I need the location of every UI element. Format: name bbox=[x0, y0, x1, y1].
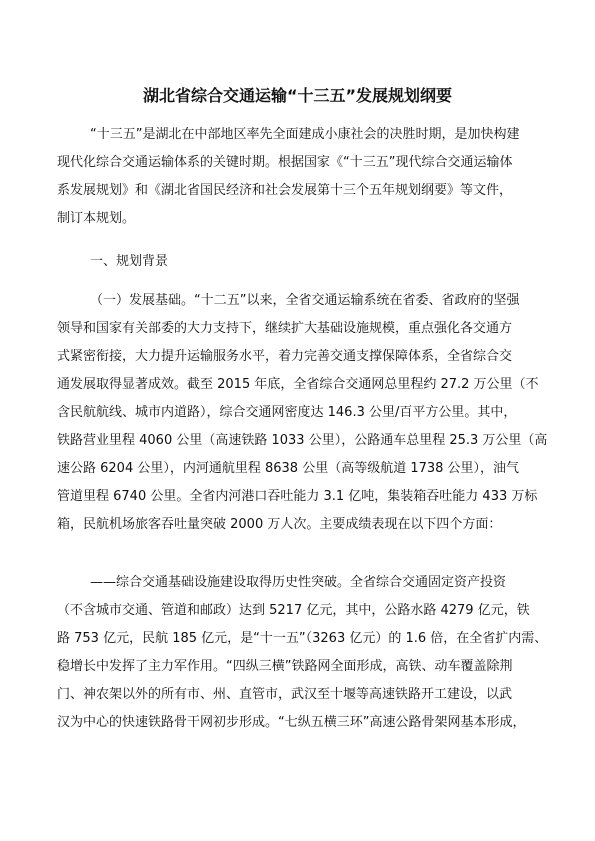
paragraph-line: 路 753 亿元，民航 185 亿元，是“十一五”（3263 亿元）的 1.6 倍，在全省扩内需、 bbox=[57, 631, 548, 646]
paragraph-line: “十三五”是湖北在中部地区率先全面建成小康社会的决胜时期，是加快构建 bbox=[90, 127, 520, 142]
paragraph-line: （一）发展基础。“十二五”以来，全省交通运输系统在省委、省政府的坚强 bbox=[90, 293, 520, 308]
paragraph-line: 系发展规划》和《湖北省国民经济和社会发展第十三个五年规划纲要》等文件， bbox=[57, 183, 513, 198]
paragraph-line: （不含城市交通、管道和邮政）达到 5217 亿元，其中，公路水路 4279 亿元，铁 bbox=[57, 603, 530, 618]
paragraph-line: 制订本规划。 bbox=[57, 211, 136, 226]
paragraph-line: 式紧密衔接，大力提升运输服务水平，着力完善交通支撑保障体系，全省综合交 bbox=[57, 349, 513, 364]
paragraph-line: 含民航航线、城市内道路），综合交通网密度达 146.3 公里/百平方公里。其中， bbox=[57, 405, 517, 420]
paragraph-line: 现代化综合交通运输体系的关键时期。根据国家《“十三五”现代综合交通运输体 bbox=[57, 155, 513, 170]
document-title: 湖北省综合交通运输“十三五”发展规划纲要 bbox=[142, 86, 453, 105]
paragraph-line: 领导和国家有关部委的大力支持下，继续扩大基础设施规模，重点强化各交通方 bbox=[57, 321, 513, 336]
section-heading: 一、规划背景 bbox=[90, 254, 169, 269]
paragraph-line: ——综合交通基础设施建设取得历史性突破。全省综合交通固定资产投资 bbox=[90, 575, 507, 590]
paragraph-line: 汉为中心的快速铁路骨干网初步形成。“七纵五横三环”高速公路骨架网基本形成， bbox=[57, 715, 526, 730]
paragraph-line: 稳增长中发挥了主力军作用。“四纵三横”铁路网全面形成，高铁、动车覆盖除荆 bbox=[57, 659, 513, 674]
paragraph-line: 速公路 6204 公里），内河通航里程 8638 公里（高等级航道 1738 公里），油气 bbox=[57, 461, 520, 476]
paragraph-line: 通发展取得显著成效。截至 2015 年底，全省综合交通网总里程约 27.2 万公里（不 bbox=[57, 377, 539, 392]
paragraph-line: 门、神农架以外的所有市、州、直管市，武汉至十堰等高速铁路开工建设，以武 bbox=[57, 687, 513, 702]
paragraph-line: 铁路营业里程 4060 公里（高速铁路 1033 公里），公路通车总里程 25.3 万公里（高 bbox=[57, 433, 548, 448]
paragraph-line: 管道里程 6740 公里。全省内河港口吞吐能力 3.1 亿吨，集装箱吞吐能力 433 万标 bbox=[57, 489, 538, 504]
paragraph-line: 箱，民航机场旅客吞吐量突破 2000 万人次。主要成绩表现在以下四个方面： bbox=[57, 517, 502, 532]
